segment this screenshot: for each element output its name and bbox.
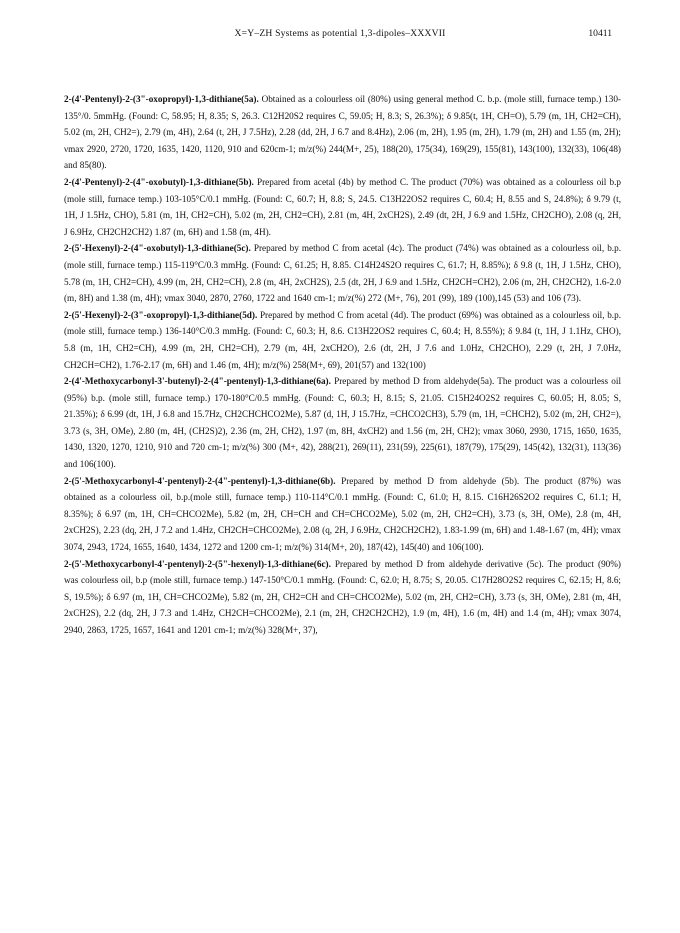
compound-entry-5d — [64, 307, 621, 373]
compound-text: Prepared by method D from aldehyde (5b). The product (87%) was obtained as a colourless oil, b.p.(mole still, furnace temp.) 110-114°C/0.1 mmHg. (Found: C, 61.0; H, 8.15. C16H26S2O2 requires C, 61.1; H, 8.35%); δ 6.97 (m, 1H, CH=CHCO2Me), 5.82 (m, 2H, CH=CH and CH=CHCO2Me), 5.02 (m, 2H, CH2=CH), 3.73 (s, 3H, OMe), 2.8 (m, 4H, 2xCH2S), 2.23 (dq, 2H, J 7.2 and 1.4Hz, CH2CH=CHCO2Me), 2.08 (q, 2H, J 6.9Hz, CH2CH2CH2), 1.83-1.99 (m, 6H) and 1.48-1.67 (m, 4H); νmax 3074, 2943, 1724, 1655, 1640, 1434, 1272 and 1200 cm-1; m/z(%) 314(M+, 20), 187(42), 145(40) and 106(100). — [64, 475, 621, 553]
compound-title: 2-(5'-Methoxycarbonyl-4'-pentenyl)-2-(4"-pentenyl)-1,3-dithiane(6b). — [64, 475, 336, 486]
compound-text: Prepared by method C from acetal (4c). The product (74%) was obtained as a colourless oil, b.p.(mole still, furnace temp.) 115-119°C/0.3 mmHg. (Found: C, 61.25; H, 8.85. C14H24S2O requires C, 61.7; H, 8.85%); δ 9.8 (t, 1H, J 1.5Hz, CHO), 5.78 (m, 1H, CH2=CH), 4.99 (m, 2H, CH2=CH), 2.8 (m, 4H, 2xCH2S), 2.5 (dt, 2H, J 6.9 and 1.5Hz, CH2CH=CH2), 2.06 (m, 2H, CH2CH2), 1.6-2.0 (m, 8H) and 1.38 (m, 4H); νmax 3040, 2870, 2760, 1722 and 1640 cm-1; m/z(%) 272 (M+, 76), 201 (99), 189 (100),145 (53) and 106 (73). — [64, 243, 621, 304]
compound-entry-6a — [64, 373, 621, 473]
page-number: 10411 — [588, 28, 612, 39]
compound-title: 2-(4'-Pentenyl)-2-(3"-oxopropyl)-1,3-dithiane(5a). — [64, 94, 259, 104]
compound-text: Prepared from acetal (4b) by method C. The product (70%) was obtained as a colourless oil b.p (mole still, furnace temp.) 103-105°C/0.1 mmHg. (Found: C, 60.7; H, 8.8; S, 24.5. C13H22OS2 requires C, 60.4; H, 8.55 and S, 24.8%); δ 9.79 (t, 1H, J 1.5Hz, CHO), 5.81 (m, 1H, CH2=CH), 5.02 (m, 2H, CH2=CH), 2.81 (m, 4H, 2xCH2S), 2.49 (dt, 2H, J 6.9 and 1.5Hz, CH2CHO), 2.08 (q, 2H, J 6.9Hz, CH2CH2CH2) 1.87 (m, 6H) and 1.58 (m, 4H). — [64, 176, 621, 237]
compound-text: Prepared by method C from acetal (4d). The product (69%) was obtained as a colourless oil, b.p. (mole still, furnace temp.) 136-140°C/0.3 mmHg. (Found: C, 60.3; H, 8.6. C13H22OS2 requires C, 60.4; H, 8.55%); δ 9.84 (t, 1H, J 1.1Hz, CHO), 5.8 (m, 1H, CH2=CH), 4.99 (m, 2H, CH2=CH), 2.79 (m, 4H, 2xCH2O), 2.6 (dt, 2H, J 7.6 and 1.0Hz, CH2CHO), 2.29 (t, 2H, J 7.0Hz, CH2CH=CH2), 1.76-2.17 (m, 6H) and 1.46 (m, 4H); m/z(%) 258(M+, 69), 201(57) and 132(100) — [64, 309, 621, 370]
compound-entry-6c — [64, 556, 621, 639]
compound-entry-5c — [64, 240, 621, 306]
compound-entry-5b — [64, 174, 621, 240]
compound-entry-5a — [64, 91, 621, 174]
compound-text: Obtained as a colourless oil (80%) using general method C. b.p. (mole still, furnace temp.) 130-135°/0. 5mmHg. (Found: C, 58.95; H, 8.35; S, 26.3. C12H20S2 requires C, 59.05; H, 8.3; S, 26.3%); δ 9.85(t, 1H, CH=O), 5.79 (m, 1H, CH2=CH), 5.02 (m, 2H, CH2=), 2.79 (m, 4H), 2.64 (t, 2H, J 7.5Hz), 2.28 (dd, 2H, J 6.7 and 8.4Hz), 2.06 (m, 2H), 1.95 (m, 2H), 1.79 (m, 2H) and 1.55 (m, 2H); νmax 2920, 2720, 1720, 1635, 1420, 1120, 910 and 620cm-1; m/z(%) 244(M+, 25), 188(20), 175(34), 169(29), 155(81), 143(100), 132(33), 106(48) and 85(80). — [64, 94, 621, 171]
compound-entry-6b — [64, 473, 621, 556]
compound-title: 2-(5'-Hexenyl)-2-(3"-oxopropyl)-1,3-dithiane(5d). — [64, 309, 258, 320]
compound-title: 2-(5'-Hexenyl)-2-(4"-oxobutyl)-1,3-dithiane(5c). — [64, 243, 251, 254]
compound-text: Prepared by method D from aldehyde derivative (5c). The product (90%) was colourless oil, b.p (mole still, furnace temp.) 147-150°C/0.1 mmHg. (Found: C, 62.0; H, 8.75; S, 20.05. C17H28O2S2 requires C, 62.15; H, 8.6; S, 19.5%); δ 6.97 (m, 1H, CH=CHCO2Me), 5.82 (m, 2H, CH2=CH and CH=CHCO2Me), 5.02 (m, 2H, CH2=CH), 3.73 (s, 3H, OMe), 2.81 (m, 4H, 2xCH2S), 2.2 (dq, 2H, J 7.3 and 1.4Hz, CH2CH=CHCO2Me), 2.1 (m, 2H, CH2CH2CH2), 1.9 (m, 4H), 1.6 (m, 4H) and 1.4 (m, 4H); νmax 3074, 2940, 2863, 1725, 1657, 1641 and 1201 cm-1; m/z(%) 328(M+, 37), — [64, 558, 621, 635]
compound-text: Prepared by method D from aldehyde(5a). The product was a colourless oil (95%) b.p. (mole still, furnace temp.) 170-180°C/0.5 mmHg. (Found: C, 60.3; H, 8.15; S, 21.05. C15H24O2S2 requires C, 60.05; H, 8.05; S, 21.35%); δ 6.99 (dt, 1H, J 6.8 and 15.7Hz, CH2CHCHCO2Me), 5.87 (d, 1H, J 15.7Hz, =CHCO2CH3), 5.79 (m, 1H, =CHCH2), 5.02 (m, 2H, CH2=), 3.73 (s, 3H, OMe), 2.80 (m, 4H, (CH2S)2), 2.36 (m, 2H, CH2), 1.97 (m, 8H, 4xCH2) and 1.56 (m, 2H, CH2); νmax 3060, 2930, 1715, 1650, 1635, 1430, 1320, 1270, 1210, 910 and 720 cm-1; m/z(%) 300 (M+, 42), 288(21), 269(11), 231(59), 225(61), 187(79), 175(29), 145(42), 132(31), 113(36) and 106(100). — [64, 376, 621, 470]
compound-title: 2-(4'-Pentenyl)-2-(4"-oxobutyl)-1,3-dithiane(5b). — [64, 176, 254, 187]
compound-title: 2-(5'-Methoxycarbonyl-4'-pentenyl)-2-(5"-hexenyl)-1,3-dithiane(6c). — [64, 558, 331, 569]
compound-title: 2-(4'-Methoxycarbonyl-3'-butenyl)-2-(4"-pentenyl)-1,3-dithiane(6a). — [64, 376, 331, 387]
experimental-body — [64, 91, 621, 639]
running-title: X=Y–ZH Systems as potential 1,3-dipoles–XXXVII — [234, 28, 446, 39]
